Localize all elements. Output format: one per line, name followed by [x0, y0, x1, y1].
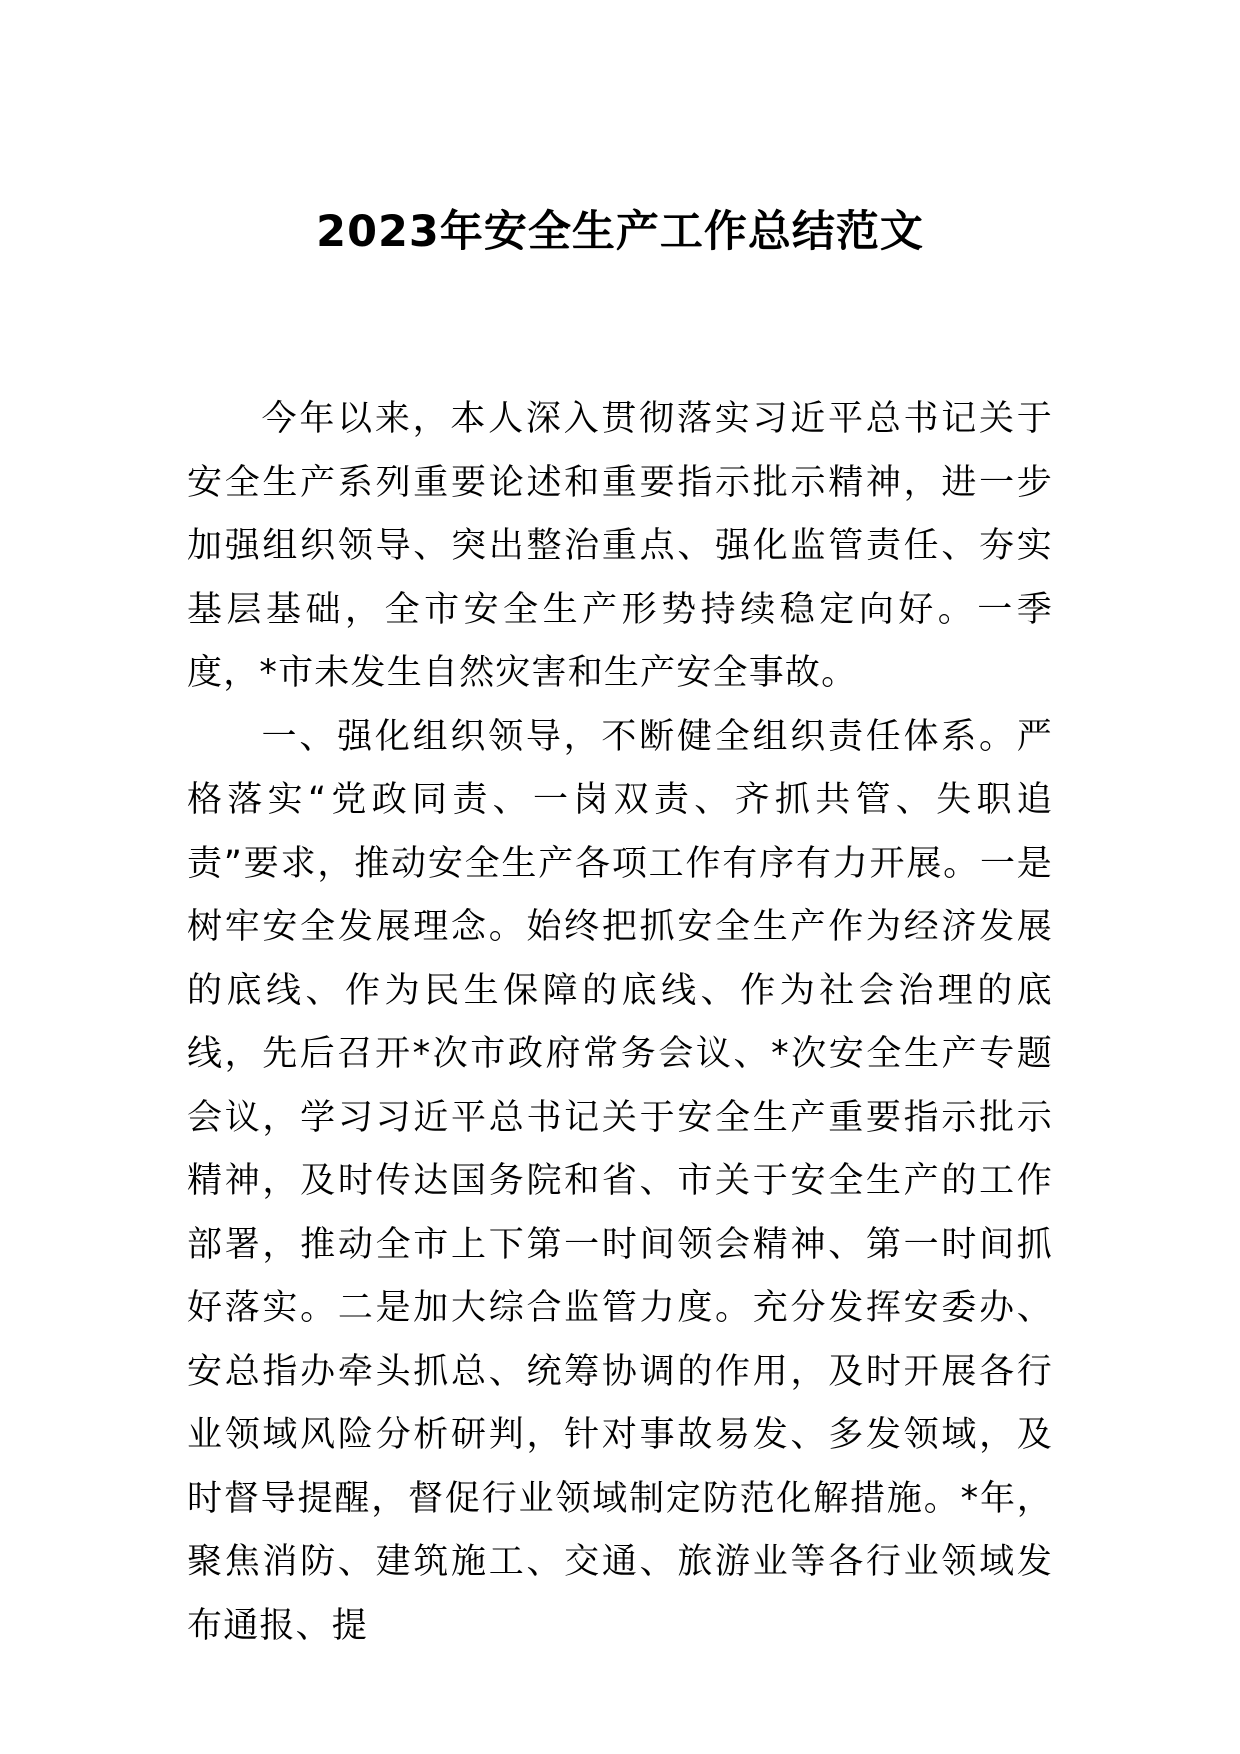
paragraph-section-one — [187, 706, 1053, 1659]
paragraph-text: 今年以来，本人深入贯彻落实习近平总书记关于安全生产系列重要论述和重要指示批示精神，进一步加强组织领导、突出整治重点、强化监管责任、夯实基层基础，全市安全生产形势持续稳定向好。一季度，*市未发生自然灾害和生产安全事故。 — [187, 399, 1053, 693]
paragraph-intro — [187, 388, 1053, 706]
document-body — [187, 388, 1053, 1658]
document-title: 2023年安全生产工作总结范文 — [316, 207, 924, 257]
paragraph-text: 一、强化组织领导，不断健全组织责任体系。严格落实“党政同责、一岗双责、齐抓共管、失职追责”要求，推动安全生产各项工作有序有力开展。一是树牢安全发展理念。始终把抓安全生产作为经济发展的底线、作为民生保障的底线、作为社会治理的底线，先后召开*次市政府常务会议、*次安全生产专题会议，学习习近平总书记关于安全生产重要指示批示精神，及时传达国务院和省、市关于安全生产的工作部署，推动全市上下第一时间领会精神、第一时间抓好落实。二是加大综合监管力度。充分发挥安委办、安总指办牵头抓总、统筹协调的作用，及时开展各行业领域风险分析研判，针对事故易发、多发领域，及时督导提醒，督促行业领域制定防范化解措施。*年，聚焦消防、建筑施工、交通、旅游业等各行业领域发布通报、提 — [187, 716, 1053, 1646]
